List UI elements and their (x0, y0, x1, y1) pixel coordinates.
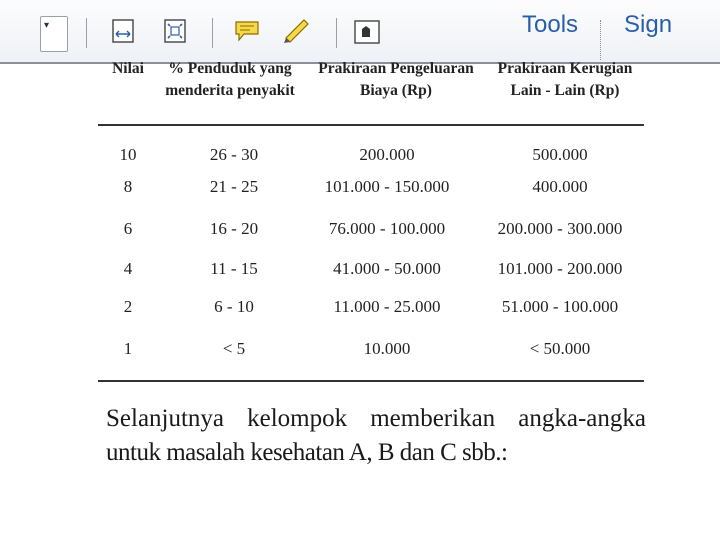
cell-persen: 11 - 15 (210, 259, 258, 278)
header-pengeluaran-biaya: Prakiraan Pengeluaran Biaya (Rp) (318, 60, 474, 99)
fit-width-button[interactable] (108, 16, 138, 46)
cell-biaya: 200.000 (359, 145, 415, 164)
toolbar-separator (212, 18, 213, 48)
comment-icon (232, 18, 262, 44)
table-row (0, 216, 720, 242)
fit-page-icon (162, 18, 188, 44)
paragraph-line-2: untuk masalah kesehatan A, B dan C sbb.: (106, 439, 508, 466)
cell-kerugian: 101.000 - 200.000 (497, 259, 623, 278)
stamp-button[interactable] (352, 16, 382, 46)
comment-button[interactable] (232, 16, 262, 46)
cell-nilai: 6 (123, 219, 133, 238)
cell-biaya: 11.000 - 25.000 (333, 297, 441, 316)
toolbar (0, 0, 720, 64)
fit-width-icon (110, 18, 136, 44)
cell-biaya: 76.000 - 100.000 (328, 219, 446, 238)
table-row (0, 174, 720, 200)
document-page (0, 62, 720, 540)
cell-kerugian: < 50.000 (529, 339, 591, 358)
cell-persen: < 5 (222, 339, 246, 358)
cell-nilai: 10 (119, 145, 137, 164)
cell-nilai: 2 (123, 297, 133, 316)
cell-persen: 21 - 25 (209, 177, 259, 196)
table-bottom-rule (98, 380, 644, 382)
table-row (0, 142, 720, 168)
cell-persen: 26 - 30 (209, 145, 259, 164)
header-persen-penduduk: % Penduduk yang menderita penyakit (165, 60, 295, 99)
table-row (0, 336, 720, 362)
cell-persen: 6 - 10 (214, 297, 254, 316)
cell-nilai: 8 (123, 177, 133, 196)
cell-persen: 16 - 20 (209, 219, 259, 238)
paragraph-line-1: Selanjutnya kelompok memberikan angka-angka (106, 405, 646, 432)
cell-nilai: 4 (123, 259, 133, 278)
tools-link[interactable]: Tools (522, 11, 579, 38)
cell-biaya: 101.000 - 150.000 (324, 177, 450, 196)
cell-kerugian: 51.000 - 100.000 (501, 297, 619, 316)
sign-link[interactable]: Sign (624, 11, 673, 38)
highlight-pen-icon (282, 18, 312, 44)
toolbar-separator (336, 18, 337, 48)
toolbar-separator (86, 18, 87, 48)
table-top-rule (98, 124, 644, 126)
stamp-icon (353, 17, 381, 45)
table-header (0, 62, 720, 122)
toolbar-dotted-separator (600, 20, 601, 60)
cell-biaya: 41.000 - 50.000 (333, 259, 441, 278)
header-kerugian-lain: Prakiraan Kerugian Lain - Lain (Rp) (497, 60, 633, 99)
dropdown-arrow-icon: ▾ (44, 20, 50, 31)
highlight-button[interactable] (282, 16, 312, 46)
cell-nilai: 1 (123, 339, 133, 358)
header-nilai: Nilai (112, 60, 144, 77)
table-row (0, 294, 720, 320)
cell-kerugian: 200.000 - 300.000 (497, 219, 623, 238)
fit-page-button[interactable] (160, 16, 190, 46)
table-row (0, 256, 720, 282)
cell-biaya: 10.000 (363, 339, 411, 358)
cell-kerugian: 400.000 (532, 177, 588, 196)
cell-kerugian: 500.000 (532, 145, 588, 164)
